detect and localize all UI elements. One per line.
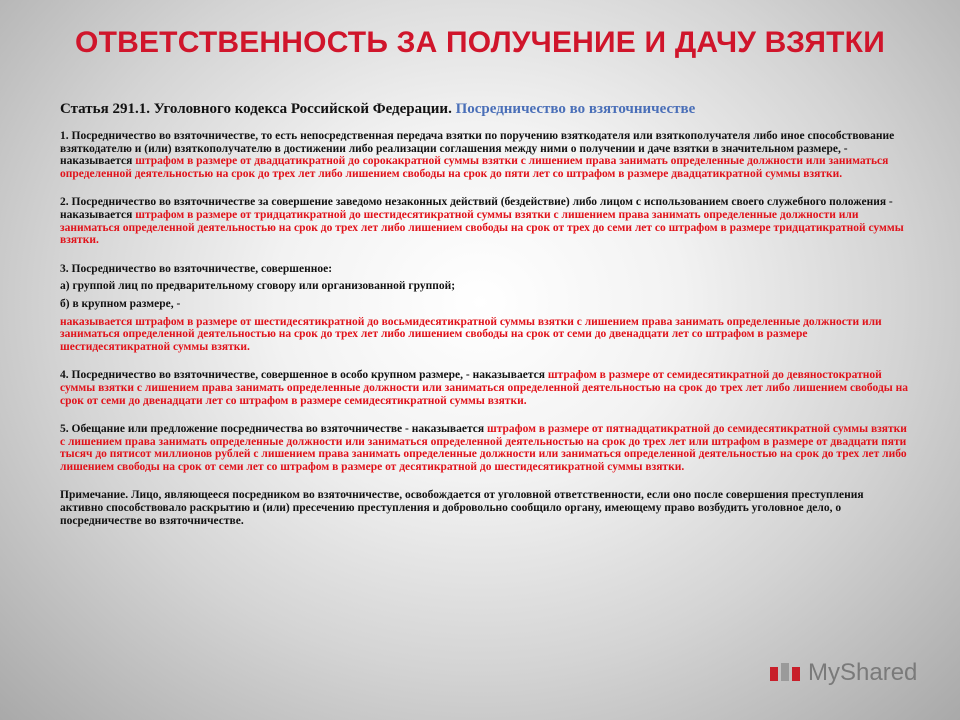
clause-4: [60, 369, 908, 407]
watermark-text: MyShared: [808, 659, 918, 686]
note: Примечание. Лицо, являющееся посредником во взяточничестве, освобождается от уголовной ответственности, если оно после совершения преступления активно способствовало раскрытию и (или) пресечению преступления и добровольно сообщило органу, имеющему право возбудить уголовное дело, о посредничестве во взяточничестве.: [60, 489, 864, 527]
clause-5-penalty: штрафом в размере от пятнадцатикратной до семидесятикратной суммы взятки с лишением права занимать определенные должности или заниматься определенной деятельностью на срок до трех лет или штрафом в размере от двадцати пяти тысяч до пятисот миллионов рублей с лишением права занимать определенные должности или заниматься определенной деятельностью на срок до трех лет либо лишением свободы на срок от семи лет со штрафом в размере от десятикратной до шестидесятикратной суммы взятки.: [60, 423, 907, 473]
watermark: [768, 658, 917, 688]
clause-5: [60, 423, 908, 473]
clause-2: [60, 196, 908, 246]
article-heading-prefix: Статья 291.1. Уголовного кодекса Российской Федерации.: [60, 101, 452, 117]
clause-3-item-b: б) в крупном размере, -: [60, 297, 181, 310]
slide-body: [60, 100, 908, 543]
slide-title: ОТВЕТСТВЕННОСТЬ ЗА ПОЛУЧЕНИЕ И ДАЧУ ВЗЯТКИ: [75, 26, 885, 59]
article-heading: [60, 100, 908, 118]
clause-4-text: 4. Посредничество во взяточничестве, совершенное в особо крупном размере, - наказывается: [60, 369, 548, 382]
clause-3-penalty: наказывается штрафом в размере от шестидесятикратной до восьмидесятикратной суммы взятки с лишением права занимать определенные должности или заниматься определенной деятельностью на срок до трех лет либо лишением свободы на срок от семи до двенадцати лет со штрафом в размере шестидесятикратной суммы взятки.: [60, 315, 882, 353]
clause-1-text: 1. Посредничество во взяточничестве, то есть непосредственная передача взятки по поручению взяткодателя или взяткополучателя либо иное способствование взяткодателю и (или) взяткополучателю в достижении либо реализации соглашения между ними о получении и даче взятки в значительном размере, - наказывается: [60, 130, 895, 168]
article-heading-highlight: Посредничество во взяточничестве: [455, 101, 696, 117]
myshared-logo-icon: [768, 659, 804, 687]
clause-3-item-a: а) группой лиц по предварительному сговору или организованной группой;: [60, 280, 456, 293]
clause-4-penalty: штрафом в размере от семидесятикратной до девяностократной суммы взятки с лишением права занимать определенные должности или заниматься определенной деятельностью на срок до трех лет либо лишением свободы на срок от семи до двенадцати лет со штрафом в размере семидесятикратной суммы взятки.: [60, 369, 908, 407]
clause-1: [60, 130, 908, 180]
clause-5-text: 5. Обещание или предложение посредничества во взяточничестве - наказывается: [60, 423, 487, 436]
clause-2-penalty: штрафом в размере от тридцатикратной до шестидесятикратной суммы взятки с лишением права занимать определенные должности или заниматься определенной деятельностью на срок до трех лет либо лишением свободы на срок от трех до семи лет со штрафом в размере тридцатикратной суммы взятки.: [60, 208, 904, 247]
clause-3-intro: 3. Посредничество во взяточничестве, совершенное:: [60, 262, 333, 275]
clause-2-text: 2. Посредничество во взяточничестве за совершение заведомо незаконных действий (бездействие) либо лицом с использованием своего служебного положения - наказывается: [60, 196, 893, 221]
clause-1-penalty: штрафом в размере от двадцатикратной до сорокакратной суммы взятки с лишением права занимать определенные должности или заниматься определенной деятельностью на срок до трех лет либо лишением свободы на срок до пяти лет со штрафом в размере двадцатикратной суммы взятки.: [60, 155, 889, 180]
